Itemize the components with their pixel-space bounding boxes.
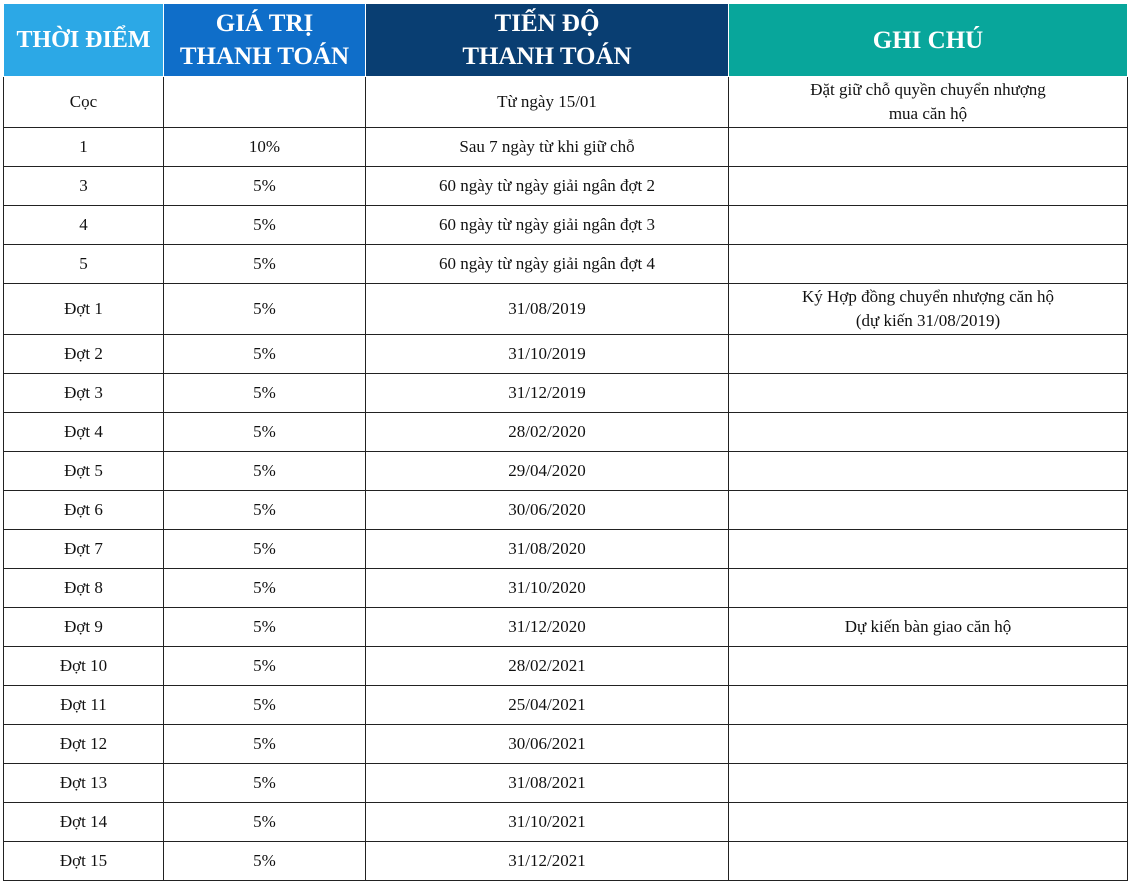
payment-schedule-table xyxy=(3,3,1128,881)
table-row xyxy=(4,569,1128,608)
note-line2: (dự kiến 31/08/2019) xyxy=(855,311,1001,330)
table-row xyxy=(4,647,1128,686)
cell-time: Đợt 4 xyxy=(4,413,164,452)
cell-value: 10% xyxy=(164,128,366,167)
cell-schedule: 31/12/2020 xyxy=(366,608,729,647)
table-row xyxy=(4,413,1128,452)
cell-time: 3 xyxy=(4,167,164,206)
cell-time: Đợt 1 xyxy=(4,284,164,335)
header-row xyxy=(4,4,1128,77)
cell-note xyxy=(729,569,1128,608)
cell-value: 5% xyxy=(164,167,366,206)
cell-time: Đợt 10 xyxy=(4,647,164,686)
cell-schedule: 31/12/2021 xyxy=(366,842,729,881)
cell-note xyxy=(729,335,1128,374)
cell-note xyxy=(729,491,1128,530)
table-row xyxy=(4,764,1128,803)
cell-time: Đợt 13 xyxy=(4,764,164,803)
note-line1: Đặt giữ chỗ quyền chuyển nhượng xyxy=(810,80,1046,99)
cell-schedule: 31/10/2020 xyxy=(366,569,729,608)
cell-value: 5% xyxy=(164,803,366,842)
cell-value: 5% xyxy=(164,245,366,284)
header-note xyxy=(729,4,1128,77)
cell-schedule: 31/08/2019 xyxy=(366,284,729,335)
table-row xyxy=(4,374,1128,413)
table-row xyxy=(4,284,1128,335)
cell-schedule: Sau 7 ngày từ khi giữ chỗ xyxy=(366,128,729,167)
cell-note xyxy=(729,725,1128,764)
header-note-label: GHI CHÚ xyxy=(872,26,984,54)
cell-time: 5 xyxy=(4,245,164,284)
note-line1: Ký Hợp đồng chuyển nhượng căn hộ xyxy=(802,287,1054,306)
cell-note xyxy=(729,167,1128,206)
table-row xyxy=(4,725,1128,764)
cell-schedule: 60 ngày từ ngày giải ngân đợt 3 xyxy=(366,206,729,245)
table-row xyxy=(4,206,1128,245)
table-row xyxy=(4,530,1128,569)
table-row xyxy=(4,491,1128,530)
cell-schedule: 25/04/2021 xyxy=(366,686,729,725)
cell-value: 5% xyxy=(164,206,366,245)
header-value-line1: GIÁ TRỊ xyxy=(215,10,314,37)
cell-value: 5% xyxy=(164,491,366,530)
table-row xyxy=(4,77,1128,128)
cell-time: Đợt 12 xyxy=(4,725,164,764)
cell-note xyxy=(729,452,1128,491)
cell-value: 5% xyxy=(164,608,366,647)
cell-value: 5% xyxy=(164,284,366,335)
cell-value: 5% xyxy=(164,374,366,413)
cell-value: 5% xyxy=(164,413,366,452)
cell-schedule: 28/02/2020 xyxy=(366,413,729,452)
header-schedule-line1: TIẾN ĐỘ xyxy=(494,10,600,37)
cell-schedule: 31/12/2019 xyxy=(366,374,729,413)
header-value xyxy=(164,4,366,77)
cell-value: 5% xyxy=(164,569,366,608)
cell-value: 5% xyxy=(164,842,366,881)
table-row xyxy=(4,128,1128,167)
cell-schedule: 31/10/2021 xyxy=(366,803,729,842)
cell-note xyxy=(729,842,1128,881)
cell-time: Đợt 5 xyxy=(4,452,164,491)
cell-time: Đợt 15 xyxy=(4,842,164,881)
cell-schedule: 30/06/2020 xyxy=(366,491,729,530)
cell-time: Đợt 7 xyxy=(4,530,164,569)
header-schedule-line2: THANH TOÁN xyxy=(462,43,632,70)
cell-time: 1 xyxy=(4,128,164,167)
header-time-label: THỜI ĐIỂM xyxy=(16,26,151,53)
note-line2: mua căn hộ xyxy=(888,104,968,123)
table-row xyxy=(4,452,1128,491)
cell-note xyxy=(729,530,1128,569)
cell-note xyxy=(729,764,1128,803)
cell-time: Đợt 3 xyxy=(4,374,164,413)
cell-time: Cọc xyxy=(4,77,164,128)
cell-note xyxy=(729,803,1128,842)
cell-value: 5% xyxy=(164,647,366,686)
cell-time: Đợt 14 xyxy=(4,803,164,842)
cell-time: 4 xyxy=(4,206,164,245)
cell-time: Đợt 2 xyxy=(4,335,164,374)
table-row xyxy=(4,335,1128,374)
cell-schedule: 31/08/2020 xyxy=(366,530,729,569)
cell-note xyxy=(729,128,1128,167)
cell-value: 5% xyxy=(164,764,366,803)
cell-schedule: 31/10/2019 xyxy=(366,335,729,374)
cell-value: 5% xyxy=(164,335,366,374)
cell-time: Đợt 8 xyxy=(4,569,164,608)
cell-time: Đợt 9 xyxy=(4,608,164,647)
cell-note xyxy=(729,206,1128,245)
cell-note xyxy=(729,284,1128,335)
cell-value: 5% xyxy=(164,686,366,725)
header-time xyxy=(4,4,164,77)
cell-schedule: Từ ngày 15/01 xyxy=(366,77,729,128)
cell-note xyxy=(729,245,1128,284)
table-row xyxy=(4,167,1128,206)
cell-note xyxy=(729,608,1128,647)
cell-time: Đợt 6 xyxy=(4,491,164,530)
header-value-line2: THANH TOÁN xyxy=(179,43,350,70)
table-row xyxy=(4,608,1128,647)
cell-note xyxy=(729,374,1128,413)
note-line1: Dự kiến bàn giao căn hộ xyxy=(844,617,1012,636)
cell-schedule: 28/02/2021 xyxy=(366,647,729,686)
cell-schedule: 60 ngày từ ngày giải ngân đợt 2 xyxy=(366,167,729,206)
table-row xyxy=(4,686,1128,725)
cell-note xyxy=(729,647,1128,686)
cell-value xyxy=(164,77,366,128)
table-row xyxy=(4,245,1128,284)
cell-time: Đợt 11 xyxy=(4,686,164,725)
cell-value: 5% xyxy=(164,725,366,764)
cell-value: 5% xyxy=(164,530,366,569)
header-schedule xyxy=(366,4,729,77)
cell-schedule: 30/06/2021 xyxy=(366,725,729,764)
table-row xyxy=(4,842,1128,881)
cell-schedule: 31/08/2021 xyxy=(366,764,729,803)
cell-note xyxy=(729,686,1128,725)
cell-note xyxy=(729,77,1128,128)
cell-schedule: 60 ngày từ ngày giải ngân đợt 4 xyxy=(366,245,729,284)
cell-note xyxy=(729,413,1128,452)
table-row xyxy=(4,803,1128,842)
cell-schedule: 29/04/2020 xyxy=(366,452,729,491)
cell-value: 5% xyxy=(164,452,366,491)
